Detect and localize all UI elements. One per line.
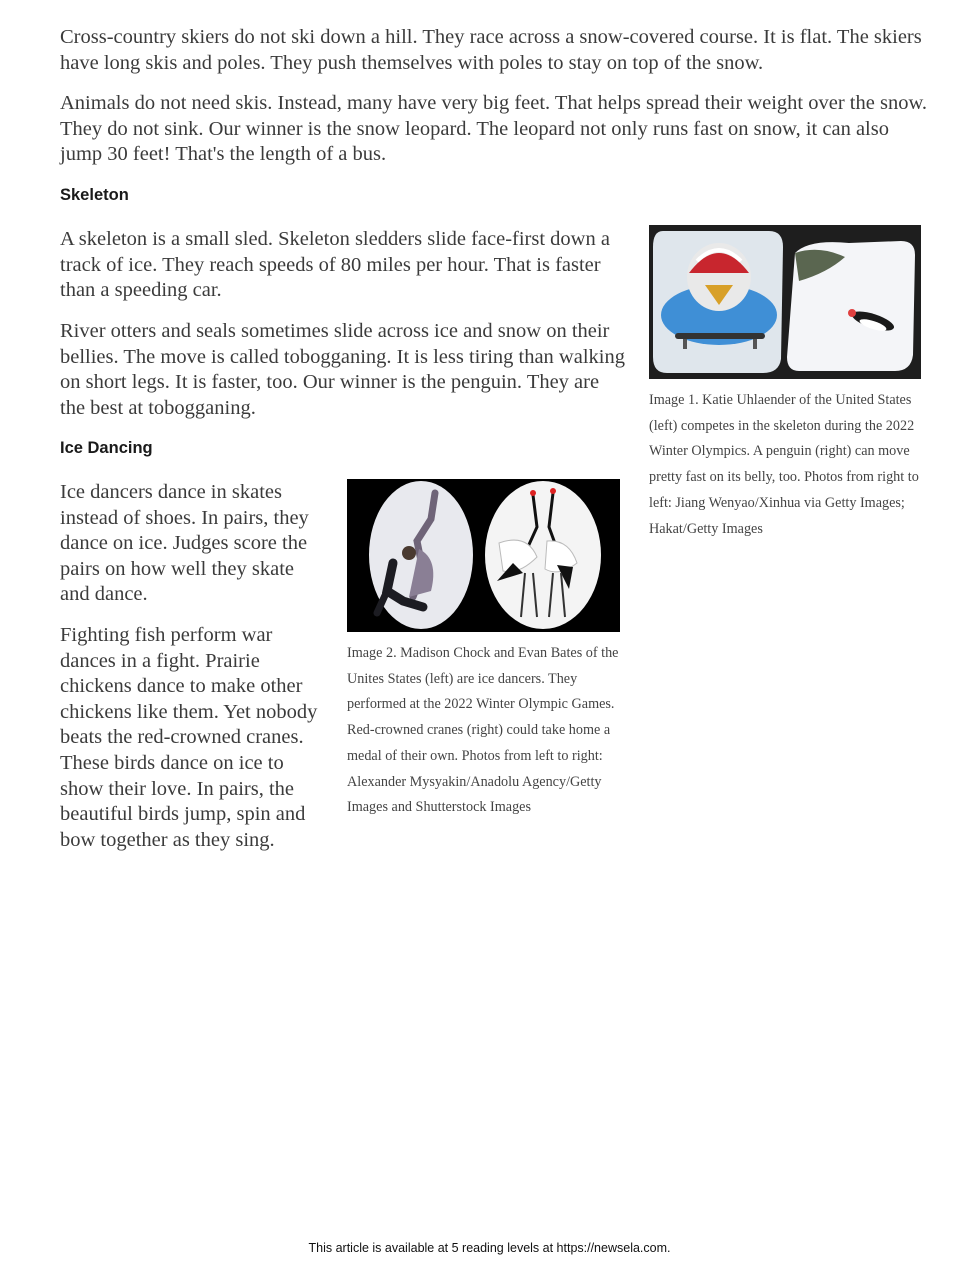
skeleton-heading: Skeleton [60, 186, 129, 204]
ice-dancing-heading: Ice Dancing [60, 439, 153, 457]
skeleton-image-caption: Image 1. Katie Uhlaender of the United States (left) competes in the skeleton during the 2022 Winter Olympics. A penguin (right) can move pretty fast on its belly, too. Photos from right to left: Jiang Wenyao/Xinhua via Getty Images; Hakat/Getty Images [649, 392, 919, 537]
ice-dancers-cranes-illustration [347, 479, 620, 632]
skeleton-paragraph-2: River otters and seals sometimes slide across ice and snow on their bellies. The move is called tobogganing. It is less tiring than walking on short legs. It is faster, too. Our winner is the penguin. They are the best at tobogganing. [60, 320, 625, 419]
ice-dancing-paragraph-1: Ice dancers dance in skates instead of shoes. In pairs, they dance on ice. Judges score the pairs on how well they skate and dance. [60, 481, 309, 606]
ice-dancing-paragraph-2: Fighting fish perform war dances in a fight. Prairie chickens dance to make other chickens like them. Yet nobody beats the red-crowned cranes. These birds dance on ice to show their love. In pairs, the beautiful birds jump, spin and bow together as they sing. [60, 624, 318, 851]
skeleton-penguin-illustration [649, 225, 921, 379]
skeleton-penguin-photo [649, 225, 921, 379]
skeleton-paragraph-1: A skeleton is a small sled. Skeleton sledders slide face-first down a track of ice. They reach speeds of 80 miles per hour. That is faster than a speeding car. [60, 228, 610, 302]
intro-paragraph-1: Cross-country skiers do not ski down a hill. They race across a snow-covered course. It is flat. The skiers have long skis and poles. They push themselves with poles to stay on top of the snow. [60, 26, 922, 74]
intro-paragraph-2: Animals do not need skis. Instead, many have very big feet. That helps spread their weight over the snow. They do not sink. Our winner is the snow leopard. The leopard not only runs fast on snow, it can also jump 30 feet! That's the length of a bus. [60, 92, 928, 166]
ice-dancing-image-caption: Image 2. Madison Chock and Evan Bates of the Unites States (left) are ice dancers. They performed at the 2022 Winter Olympic Games. Red-crowned cranes (right) could take home a medal of their own. Photos from left to right: Alexander Mysyakin/Anadolu Agency/Getty Images and Shutterstock Images [347, 645, 619, 816]
page-footer: This article is available at 5 reading levels at https://newsela.com. [308, 1241, 671, 1255]
ice-dancers-cranes-photo [347, 479, 620, 632]
